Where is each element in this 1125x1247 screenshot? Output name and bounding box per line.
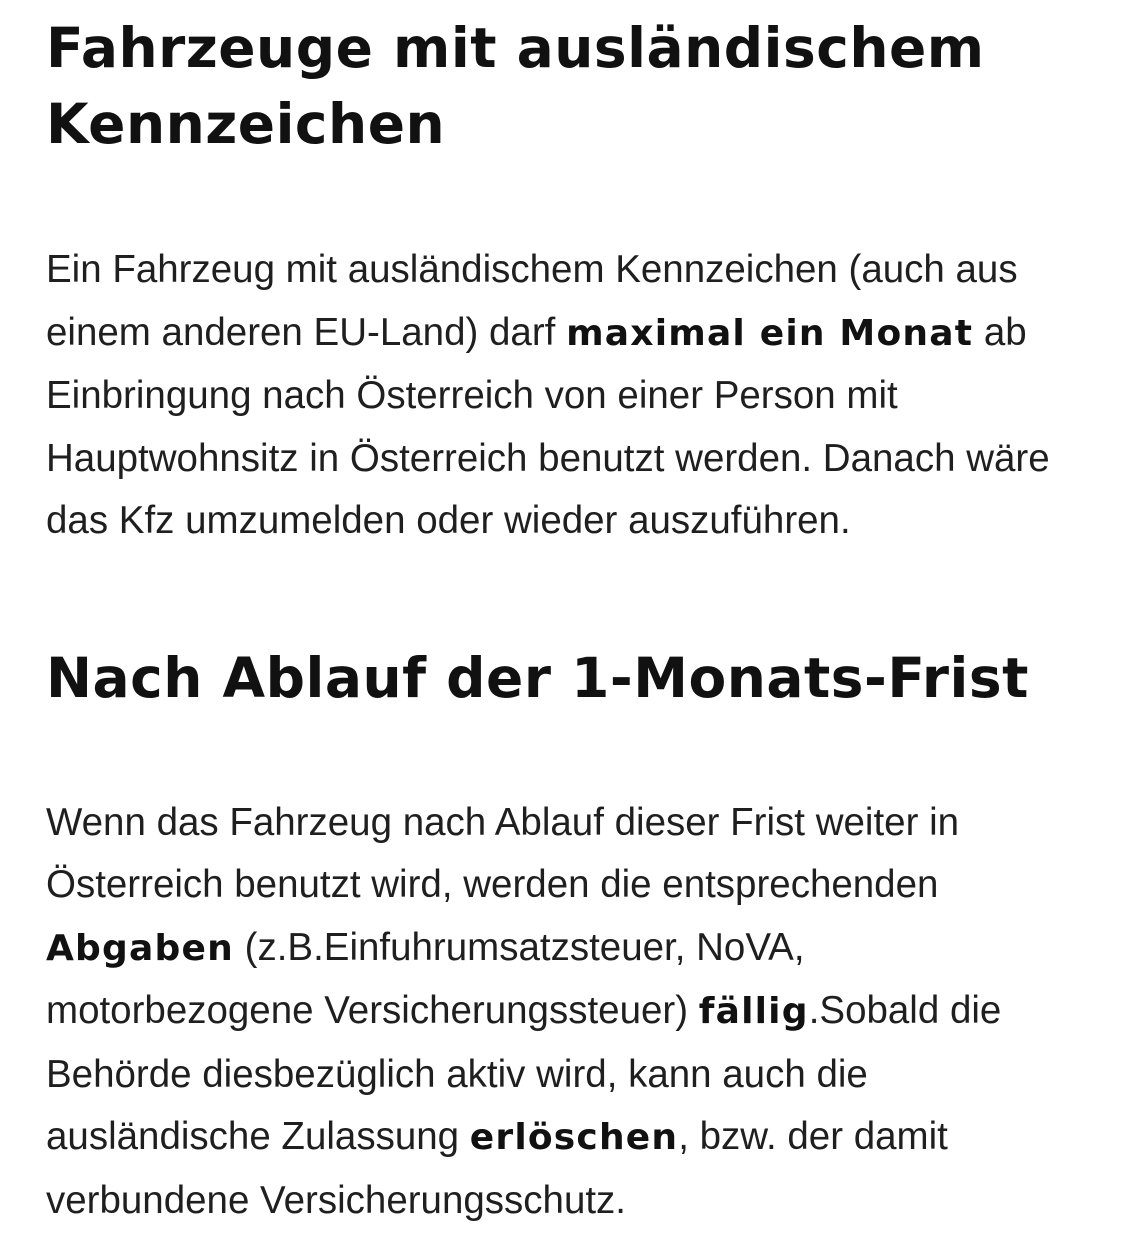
paragraph-text: .Sobald die Behörde diesbezüglich aktiv wird, kann auch die ausländische Zulassung xyxy=(46,989,1002,1158)
emphasis-max-one-month: maximal ein Monat xyxy=(566,312,974,354)
section-heading-foreign-plates: Fahrzeuge mit ausländischem Kennzeichen xyxy=(46,16,985,156)
section-heading-after-deadline: Nach Ablauf der 1-Monats-Frist xyxy=(46,645,1029,710)
paragraph-text: ab Einbringung nach Österreich von einer Person mit Hauptwohnsitz in Österreich benutzt werden. Danach wäre das Kfz umzumelden oder wieder auszuführen. xyxy=(46,310,1050,542)
section-paragraph-after-deadline xyxy=(46,792,1079,1233)
paragraph-text: , bzw. der damit verbundene Versicherungsschutz. xyxy=(46,1115,948,1222)
paragraph-text: Ein Fahrzeug mit ausländischem Kennzeichen (auch aus einem anderen EU-Land) darf xyxy=(46,248,1018,354)
paragraph-text: (z.B.Einfuhrumsatzsteuer, NoVA, motorbezogene Versicherungssteuer) xyxy=(46,925,805,1032)
emphasis-abgaben: Abgaben xyxy=(46,927,234,969)
emphasis-erloeschen: erlöschen xyxy=(469,1117,679,1158)
paragraph-text: Wenn das Fahrzeug nach Ablauf dieser Frist weiter in Österreich benutzt wird, werden die entsprechenden xyxy=(46,800,960,906)
section-paragraph-foreign-plates xyxy=(46,239,1079,553)
emphasis-faellig: fällig xyxy=(698,991,809,1032)
